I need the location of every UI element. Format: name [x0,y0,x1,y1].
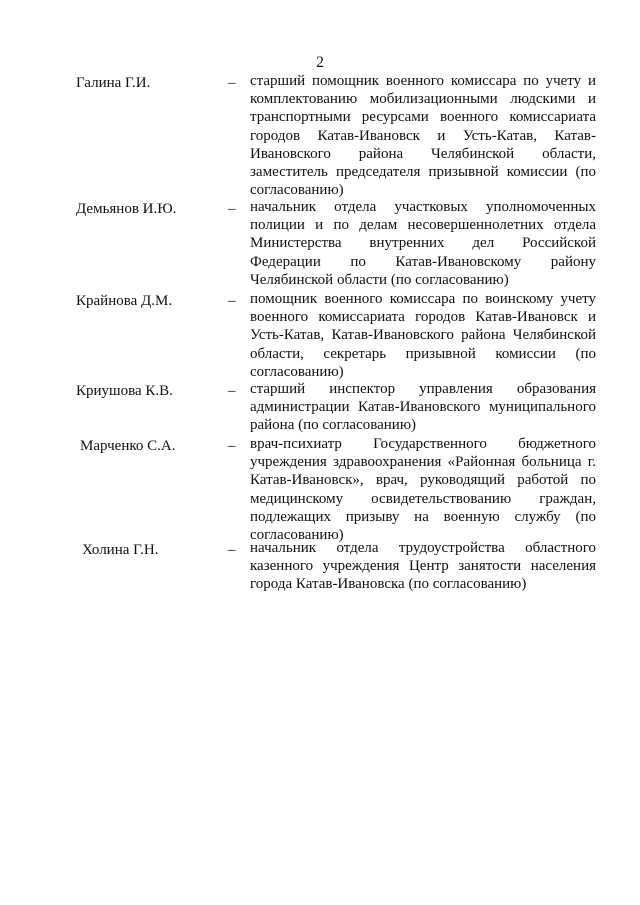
page-number: 2 [316,54,324,71]
member-name: Крайнова Д.М. [76,293,173,309]
member-entry [0,435,640,544]
commission-member-list [0,72,640,599]
separator-dash: – [228,293,236,309]
member-entry [0,539,640,599]
member-description: старший инспектор управления образования администрации Катав-Ивановского муниципального района (по согласованию) [250,381,596,434]
member-description: врач-психиатр Государственного бюджетного учреждения здравоохранения «Районная больница г. Катав-Ивановск», врач, руководящий работой по медицинскому освидетельствованию граждан, подлежащих призыву на военную службу (по согласованию) [250,436,596,544]
member-name: Галина Г.И. [76,75,151,91]
separator-dash: – [228,542,236,558]
member-description: помощник военного комиссара по воинскому учету военного комиссариата городов Катав-Ивановск и Усть-Катав, Катав-Ивановского района Челябинской области, секретарь призывной комиссии (по согласованию) [250,291,596,380]
member-entry [0,380,640,435]
separator-dash: – [228,201,236,217]
separator-dash: – [228,438,236,454]
member-description: старший помощник военного комиссара по учету и комплектованию мобилизационными людскими и транспортными ресурсами военного комиссариата городов Катав-Ивановск и Усть-Катав, Катав-Ивановского района Челябинской области, заместитель председателя призывной комиссии (по согласованию) [250,73,596,199]
member-name: Холина Г.Н. [82,542,159,558]
member-name: Криушова К.В. [76,383,173,399]
member-name: Демьянов И.Ю. [76,201,177,217]
member-entry [0,72,640,198]
separator-dash: – [228,383,236,399]
member-description: начальник отдела трудоустройства областного казенного учреждения Центр занятости населения города Катав-Ивановска (по согласованию) [250,540,596,593]
member-entry [0,290,640,380]
separator-dash: – [228,75,236,91]
member-entry [0,198,640,290]
member-name: Марченко С.А. [80,438,176,454]
member-description: начальник отдела участковых уполномоченных полиции и по делам несовершеннолетних отдела Министерства внутренних дел Российской Федерации по Катав-Ивановскому району Челябинской области (по согласованию) [250,199,596,288]
